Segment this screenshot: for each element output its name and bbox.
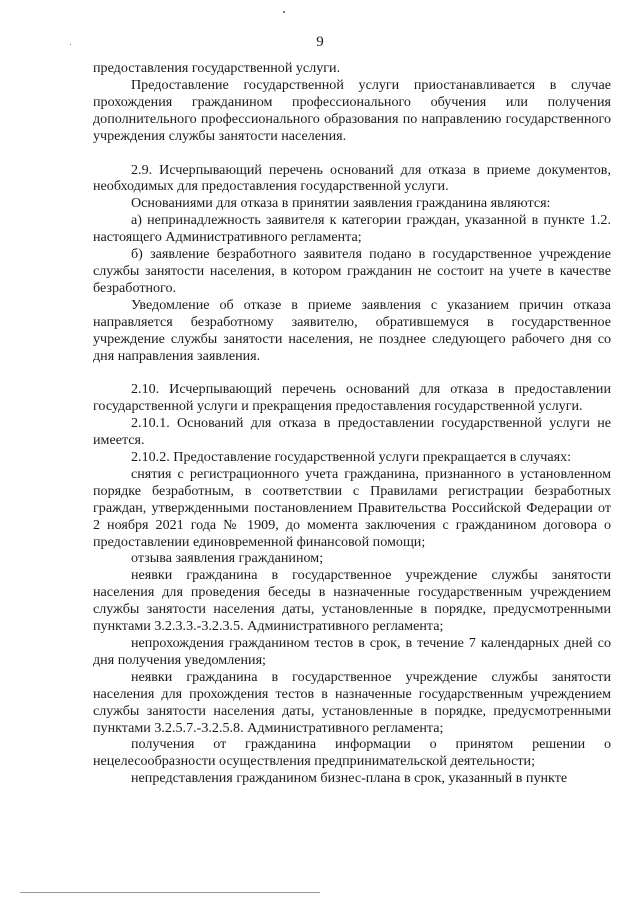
paragraph: 2.10.1. Оснований для отказа в предоставлении государственной услуги не имеется.	[93, 415, 611, 449]
scan-edge-line	[20, 892, 320, 893]
paragraph: непредставления гражданином бизнес-плана в срок, указанный в пункте	[131, 770, 568, 787]
paragraph: 2.10.2. Предоставление государственной услуги прекращается в случаях:	[131, 449, 572, 466]
scan-speck	[70, 44, 71, 45]
paragraph: непрохождения гражданином тестов в срок, в течение 7 календарных дней со дня получения уведомления;	[93, 635, 611, 668]
paragraph: а) непринадлежность заявителя к категории граждан, указанной в пункте 1.2. настоящего Административного регламента;	[93, 212, 611, 246]
paragraph: 2.10. Исчерпывающий перечень оснований для отказа в предоставлении государственной услуги и прекращения предоставления государственной услуги.	[93, 381, 611, 415]
paragraph: снятия с регистрационного учета гражданина, признанного в установленном порядке безработным, в соответствии с Правилами регистрации безработных граждан, утвержденными постановлением Правительства Российской Федерации от 2 ноября 2021 года № 1909, до момента заключения с гражданином договора о предоставлении единовременной финансовой помощи;	[93, 465, 611, 550]
scan-speck	[283, 11, 285, 13]
paragraph: отзыва заявления гражданином;	[131, 550, 324, 567]
paragraph: неявки гражданина в государственное учреждение службы занятости населения для проведения беседы в назначенные государственным учреждением службы занятости населения даты, установленные в порядке, предусмотренными пунктами 3.2.3.3.-3.2.3.5. Административного регламента;	[93, 567, 611, 635]
paragraph: Предоставление государственной услуги приостанавливается в случае прохождения гражданином профессионального обучения или получения дополнительного профессионального образования по направлению государственного учреждения службы занятости населения.	[93, 76, 611, 144]
paragraph: 2.9. Исчерпывающий перечень оснований для отказа в приеме документов, необходимых для предоставления государственной услуги.	[93, 161, 611, 195]
paragraph: получения от гражданина информации о принятом решении о нецелесообразности осуществления предпринимательской деятельности;	[93, 736, 611, 770]
paragraph: б) заявление безработного заявителя подано в государственное учреждение службы занятости населения, в котором гражданин не состоит на учете в качестве безработного.	[93, 246, 611, 296]
page-number: 9	[316, 34, 324, 50]
paragraph: Основаниями для отказа в принятии заявления гражданина являются:	[131, 195, 551, 212]
paragraph: неявки гражданина в государственное учреждение службы занятости населения для прохождения тестов в назначенные государственным учреждением службы занятости населения даты, установленные в порядке, предусмотренными пунктами 3.2.5.7.-3.2.5.8. Административного регламента;	[93, 668, 611, 736]
document-body	[93, 60, 611, 787]
paragraph: Уведомление об отказе в приеме заявления с указанием причин отказа направляется безработному заявителю, обратившемуся в государственное учреждение службы занятости населения, не позднее следующего рабочего дня со дня направления заявления.	[93, 296, 611, 364]
paragraph: предоставления государственной услуги.	[93, 60, 341, 76]
